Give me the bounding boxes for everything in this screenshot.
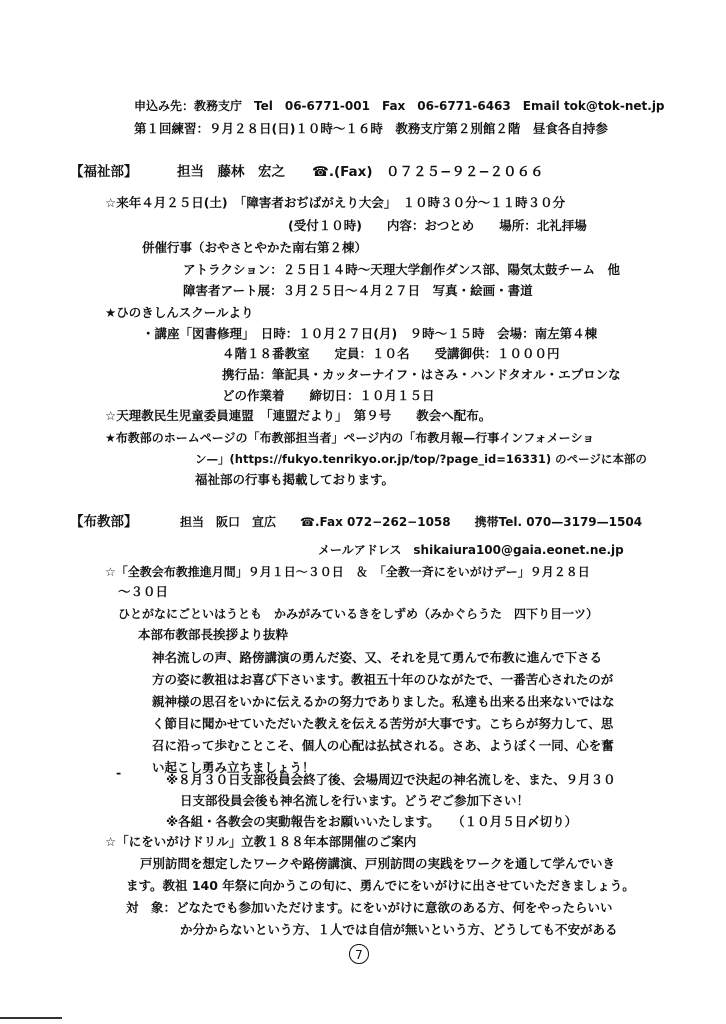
welfare-line-3: 併催行事（おやさとやかた南右第２棟） xyxy=(142,240,368,255)
mission-line-10: い起こし勇み立ちましょう！ xyxy=(152,760,315,775)
mission-line-5: 神名流しの声、路傍講演の勇んだ姿、又、それを見て勇んで布教に進んで下さる xyxy=(152,650,603,665)
welfare-line-8: ４階１８番教室 定員：１０名 受講御供：１０００円 xyxy=(222,346,560,361)
mission-contact: 担当 阪口 宣広 ☎.Fax 072−262−1058 携帯Tel. 070—3179—1504 xyxy=(180,515,643,529)
mission-line-8: く節目に聞かせていただいた教えを伝える苦労が大事です。こちらが努力して、思 xyxy=(152,716,614,731)
page-number: 7 xyxy=(349,944,369,964)
first-practice-line: 第１回練習：９月２８日(日)１０時〜１６時 教務支庁第２別館２階 昼食各自持参 xyxy=(134,121,608,136)
mission-line-11: ※８月３０日支部役員会終了後、会場周辺で決起の神名流しを、また、９月３０ xyxy=(166,772,616,787)
mission-line-13: ※各組・各教会の実動報告をお願いいたします。 （１０月５日〆切り） xyxy=(166,814,578,829)
welfare-line-2: (受付１０時) 内容：おつとめ 場所：北礼拝場 xyxy=(288,218,587,233)
welfare-line-11: ☆天理教民生児童委員連盟 「連盟だより」 第９号 教会へ配布。 xyxy=(105,408,492,423)
mission-line-12: 日支部役員会後も神名流しを行います。どうぞご参加下さい！ xyxy=(180,793,530,808)
mission-line-7: 親神様の思召をいかに伝えるかの努力でありました。私達も出来る出来ないではな xyxy=(152,694,615,709)
mission-line-15: 戸別訪問を想定したワークや路傍講演、戸別訪問の実践をワークを通して学んでいき xyxy=(140,856,616,871)
scan-edge-line xyxy=(0,1017,62,1019)
mission-line-1: ☆「全教会布教推進月間」９月１日〜３０日 ＆ 「全教一斉にをいがけデー」９月２８日 xyxy=(105,565,590,579)
mission-line-16: ます。教祖 140 年祭に向かうこの旬に、勇んでにをいがけに出させていただきましょう。 xyxy=(126,878,635,893)
application-contact-line: 申込み先：教務支庁 Tel 06-6771-001 Fax 06-6771-6463 Email tok@tok-net.jp xyxy=(134,99,665,113)
mission-line-18: か分からないという方、１人では自信が無いという方、どうしても不安がある xyxy=(180,922,618,937)
welfare-line-7: ・講座「図書修理」 日時：１０月２７日(月) ９時〜１５時 会場：南左第４棟 xyxy=(142,326,598,341)
mission-line-2: 〜３０日 xyxy=(118,584,169,599)
welfare-line-14: 福祉部の行事も掲載しております。 xyxy=(195,472,395,487)
welfare-line-12: ★布教部のホームページの「布教部担当者」ページ内の「布教月報—行事インフォメーショ xyxy=(105,431,595,445)
welfare-contact: 担当 藤林 宏之 ☎.(Fax) ０７２５−９２−２０６６ xyxy=(177,164,544,180)
mission-heading: 【布教部】 xyxy=(70,514,138,530)
mission-line-17: 対 象：どなたでも参加いただけます。にをいがけに意欲のある方、何をやったらいい xyxy=(126,900,613,915)
welfare-line-1: ☆来年４月２５日(土) 「障害者おぢばがえり大会」 １０時３０分〜１１時３０分 xyxy=(105,195,566,210)
welfare-line-4: アトラクション：２５日１４時〜天理大学創作ダンス部、陽気太鼓チーム 他 xyxy=(183,262,621,277)
mission-line-14: ☆「にをいがけドリル」立教１８８年本部開催のご案内 xyxy=(105,834,417,849)
mission-line-9: 召に沿って歩むことこそ、個人の心配は払拭される。さあ、ようぼく一同、心を奮 xyxy=(152,738,614,753)
mission-line-3: ひとがなにごといはうとも かみがみているきをしずめ（みかぐらうた 四下り目一ツ） xyxy=(118,607,599,621)
mission-line-6: 方の姿に教祖はお喜び下さいます。教祖五十年のひながたで、一番苦心されたのが xyxy=(152,672,614,687)
mission-line-4: 本部布教部長挨拶より抜粋 xyxy=(138,627,289,642)
welfare-line-9: 携行品：筆記具・カッターナイフ・はさみ・ハンドタオル・エプロンな xyxy=(222,367,621,382)
welfare-line-10: どの作業着 締切日：１０月１５日 xyxy=(222,388,435,403)
welfare-line-6: ★ひのきしんスクールより xyxy=(105,305,254,320)
mission-dash: - xyxy=(116,765,122,780)
welfare-line-5: 障害者アート展：３月２５日〜４月２７日 写真・絵画・書道 xyxy=(183,283,533,298)
mission-email: メールアドレス shikaiura100@gaia.eonet.ne.jp xyxy=(318,543,624,557)
welfare-heading: 【福祉部】 xyxy=(70,164,138,180)
welfare-line-13: ン—」(https://fukyo.tenrikyo.or.jp/top/?page_id=16331) のページに本部の xyxy=(195,452,647,466)
